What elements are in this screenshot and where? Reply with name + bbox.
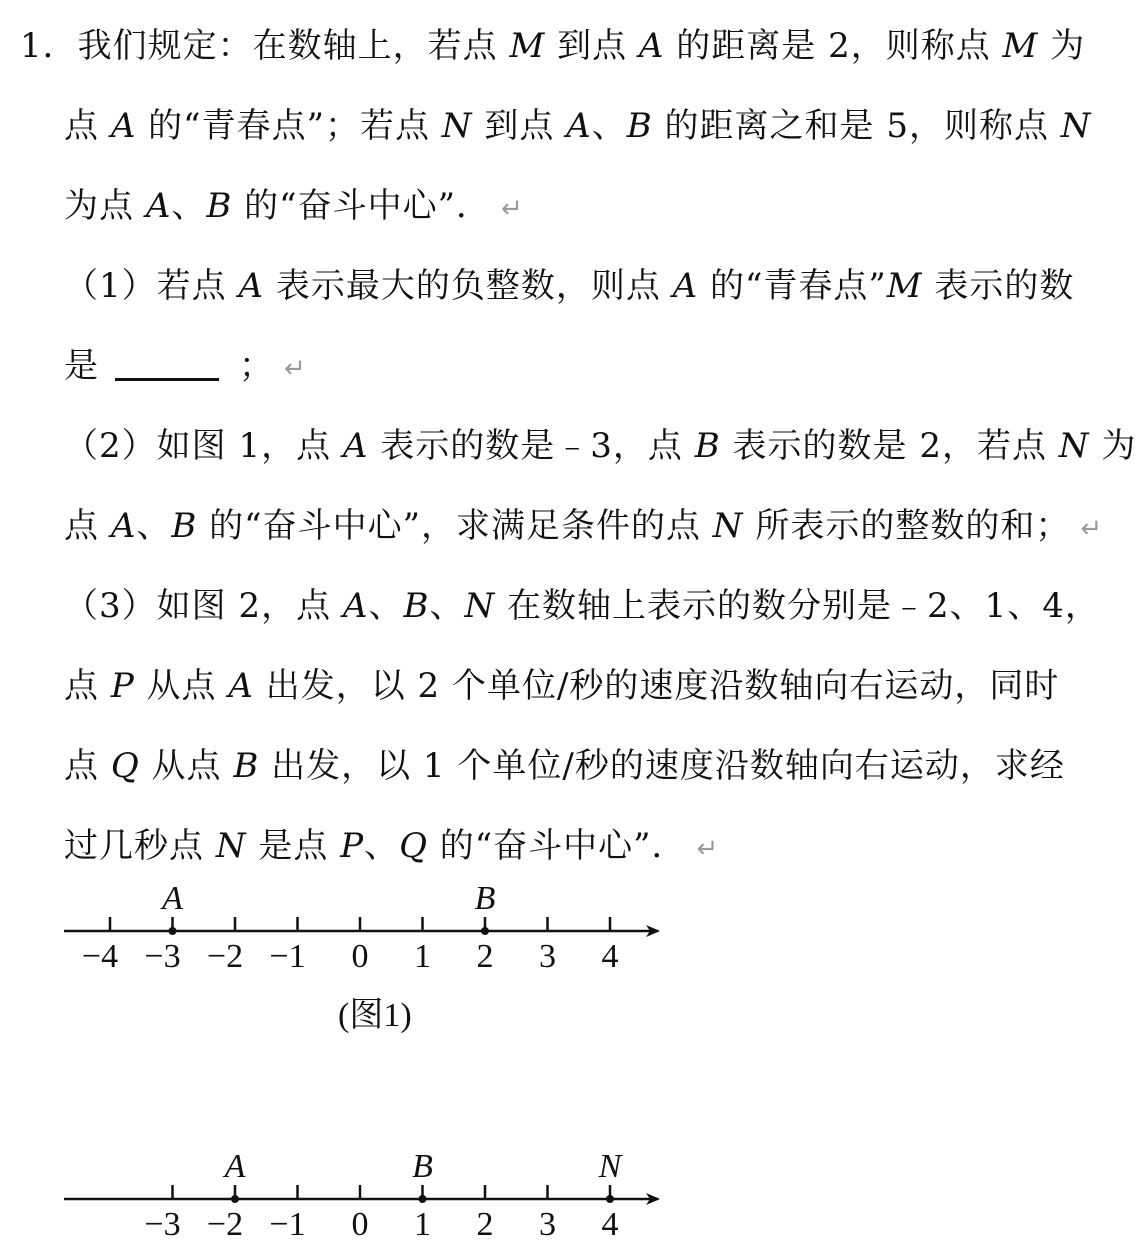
tick-label: 2 <box>476 1206 494 1243</box>
tick-label: −2 <box>206 1206 244 1243</box>
number-line-figure-1 <box>0 870 720 980</box>
tick-label: 4 <box>601 938 619 975</box>
point-dot-a <box>169 927 177 935</box>
problem-number: 1． <box>20 26 78 66</box>
return-mark: ↵ <box>284 354 307 384</box>
text-line-3: 为点 A、B 的“奋斗中心”． ↵ <box>64 186 524 226</box>
return-mark: ↵ <box>696 834 720 864</box>
point-label-a: A <box>162 880 183 917</box>
answer-blank[interactable] <box>115 350 219 381</box>
point-dot-b <box>481 927 489 935</box>
tick-label: 1 <box>414 1206 431 1243</box>
return-mark: ↵ <box>1080 514 1104 544</box>
point-label-n: N <box>598 1148 622 1185</box>
text-line-10: 点 Q 从点 B 出发，以 1 个单位/秒的速度沿数轴向右运动，求经 <box>64 746 1065 786</box>
point-dot-b <box>419 1195 427 1203</box>
tick-label: 1 <box>414 938 431 975</box>
tick-label: −1 <box>269 1206 306 1243</box>
point-label-a: A <box>224 1148 246 1185</box>
tick-label: −3 <box>144 938 181 975</box>
point-dot-n <box>606 1195 614 1203</box>
text-line-6: （2）如图 1，点 A 表示的数是﹣3，点 B 表示的数是 2，若点 N 为 <box>64 426 1136 466</box>
point-dot-a <box>231 1195 239 1203</box>
tick-label: −4 <box>81 938 119 975</box>
text-line-4: （1）若点 A 表示最大的负整数，则点 A 的“青春点”M 表示的数 <box>64 266 1075 306</box>
figure-1-caption: (图1) <box>338 997 412 1034</box>
text-line-2: 点 A 的“青春点”；若点 N 到点 A、B 的距离之和是 5，则称点 N <box>64 106 1092 146</box>
text-line-8: （3）如图 2，点 A、B、N 在数轴上表示的数分别是﹣2、1、4， <box>64 586 1100 626</box>
return-mark: ↵ <box>500 194 524 224</box>
number-line-figure-2 <box>0 1138 720 1248</box>
tick-label: 4 <box>601 1206 619 1243</box>
tick-label: 3 <box>539 1206 556 1243</box>
text-line-7: 点 A、B 的“奋斗中心”，求满足条件的点 N 所表示的整数的和； ↵ <box>64 506 1104 546</box>
tick-label: −1 <box>269 938 306 975</box>
tick-label: 0 <box>351 1206 369 1243</box>
text-line-1: 1．我们规定：在数轴上，若点 M 到点 A 的距离是 2，则称点 M 为 <box>20 26 1086 66</box>
tick-label: −3 <box>144 1206 181 1243</box>
tick-label: 2 <box>476 938 494 975</box>
point-label-b: B <box>474 880 496 917</box>
text-line-11: 过几秒点 N 是点 P、Q 的“奋斗中心”． ↵ <box>64 826 720 866</box>
tick-label: −2 <box>206 938 244 975</box>
tick-label: 3 <box>539 938 556 975</box>
point-label-b: B <box>412 1148 433 1185</box>
tick-label: 0 <box>351 938 369 975</box>
text-line-5: 是 ； ↵ <box>64 346 307 386</box>
text-line-9: 点 P 从点 A 出发，以 2 个单位/秒的速度沿数轴向右运动，同时 <box>64 666 1060 706</box>
